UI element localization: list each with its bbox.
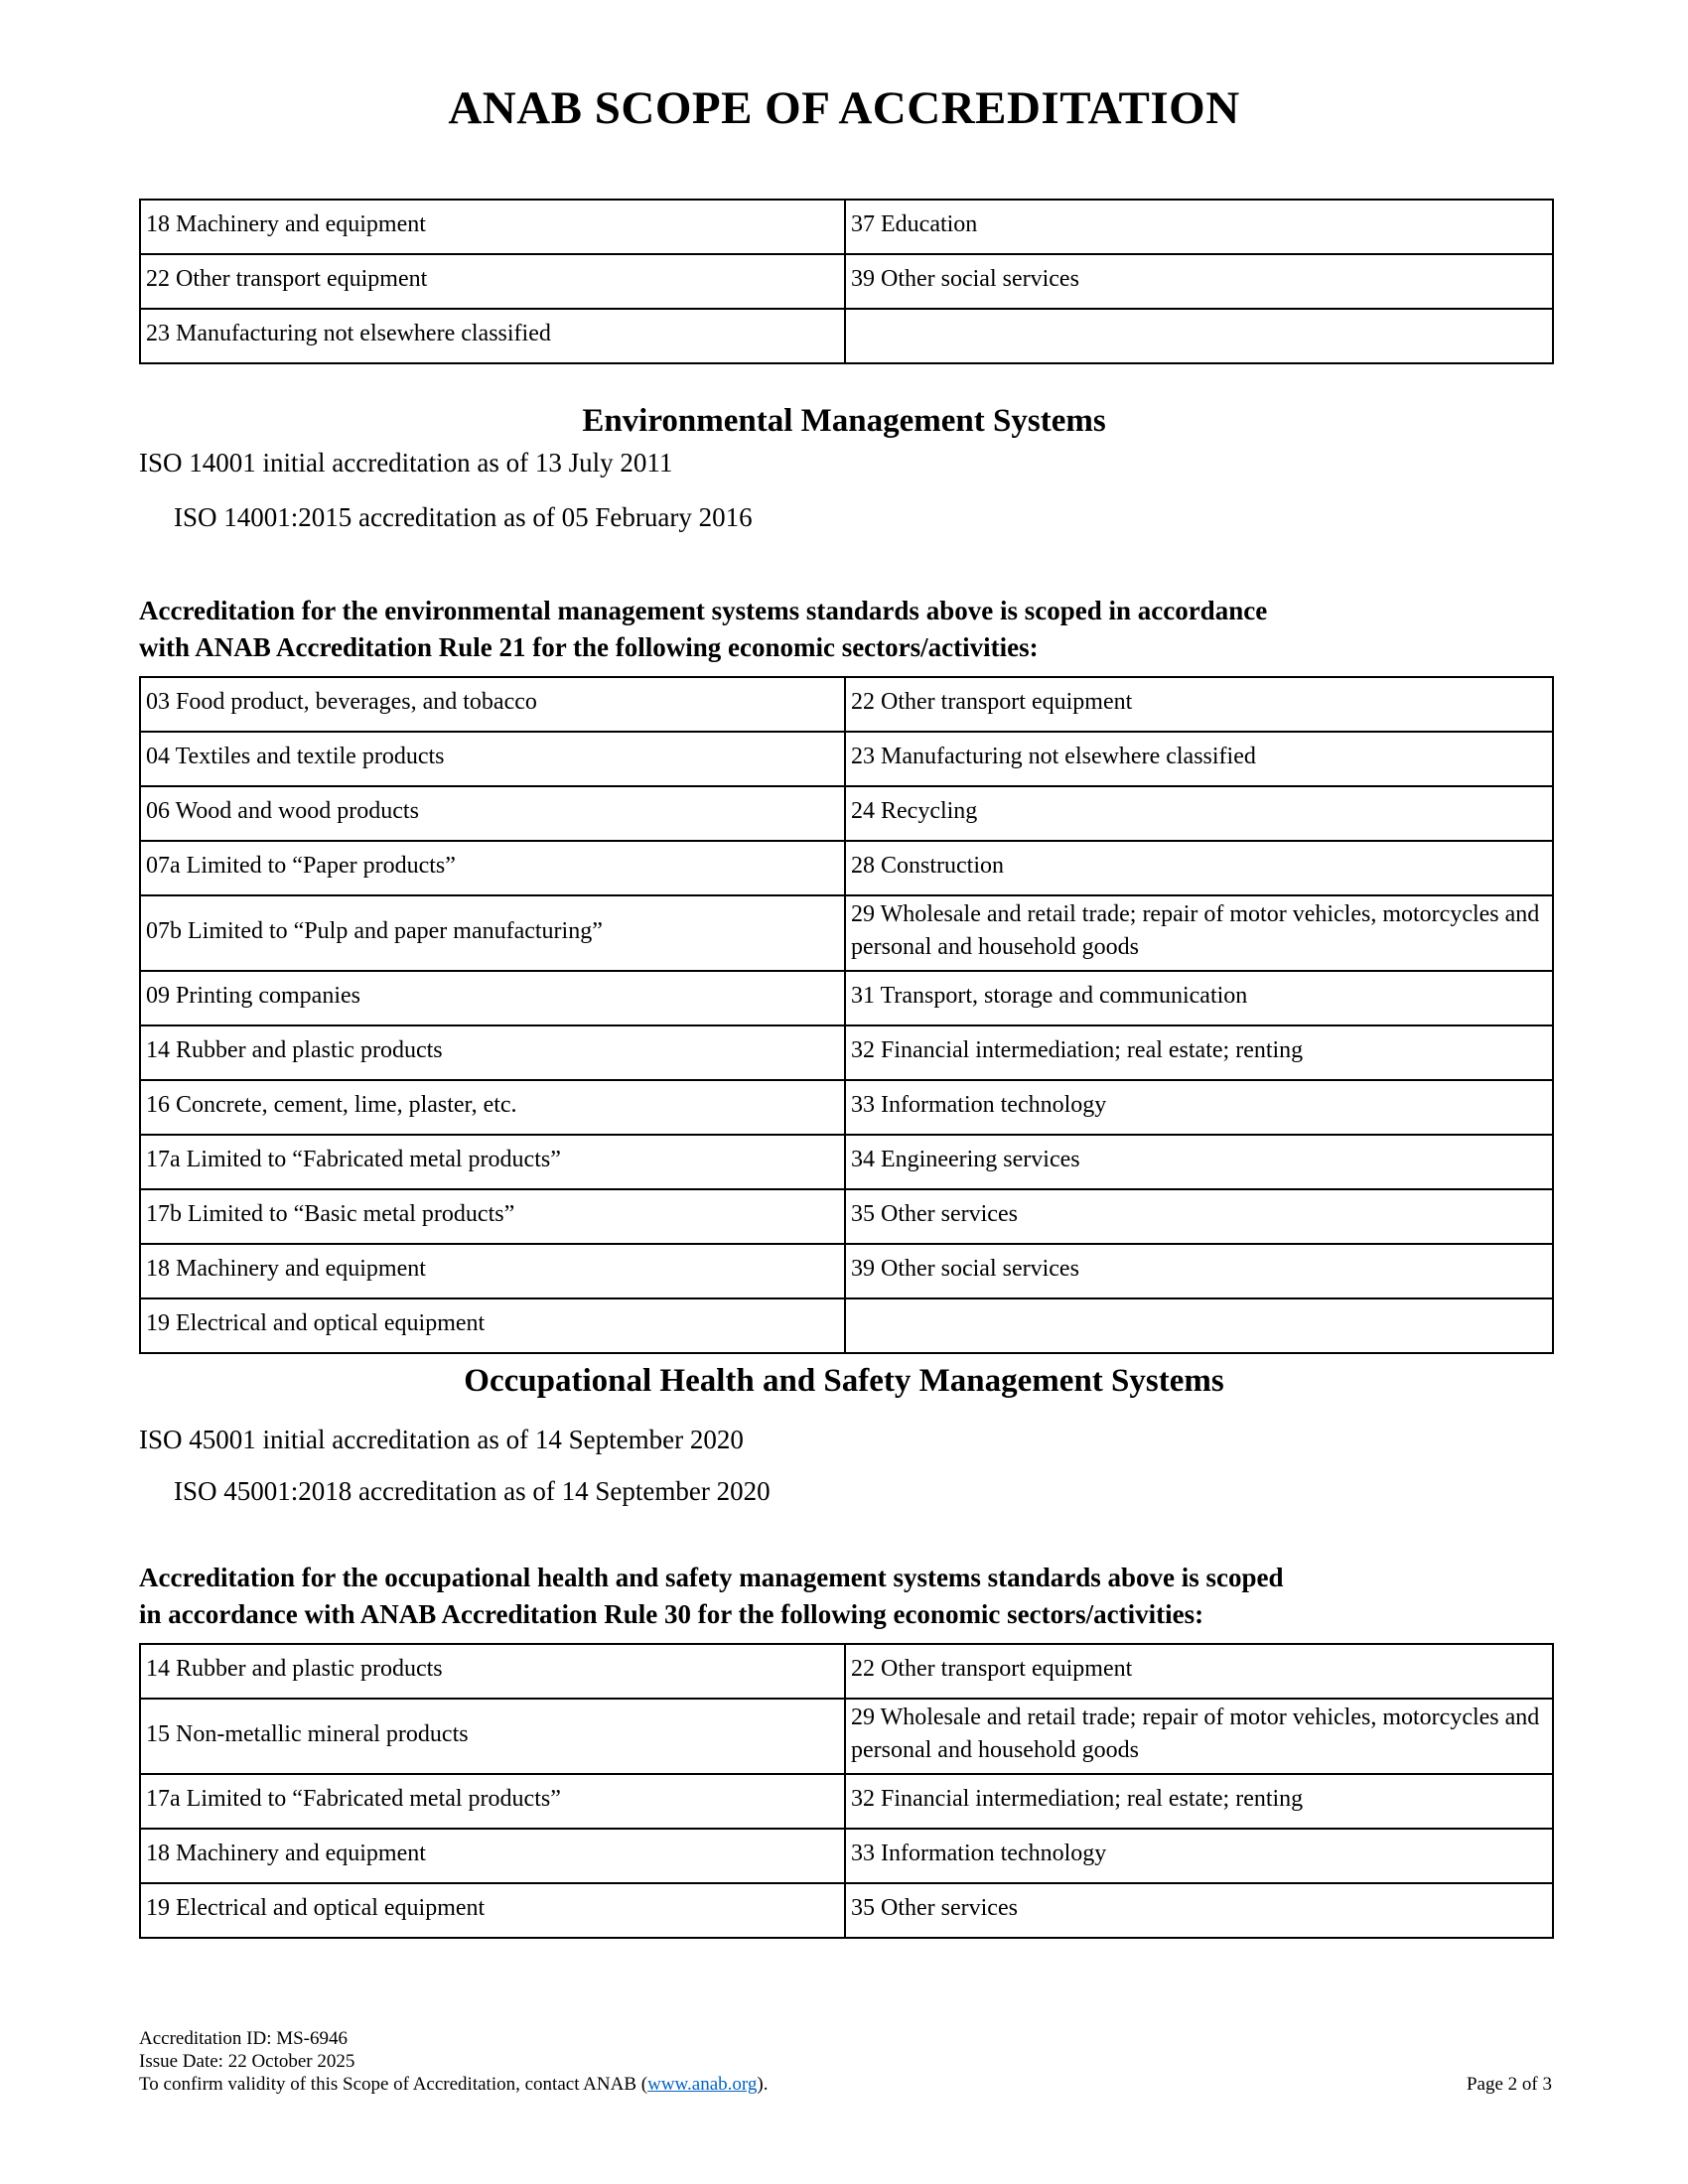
sector-cell: 14 Rubber and plastic products [140,1025,845,1080]
table-row [140,1025,1553,1080]
table-row [140,1189,1553,1244]
sector-cell: 24 Recycling [845,786,1553,841]
sector-cell: 15 Non-metallic mineral products [140,1699,845,1774]
ems-sectors-table [139,676,1554,1354]
sector-cell: 37 Education [845,200,1553,254]
sector-cell: 19 Electrical and optical equipment [140,1883,845,1938]
sector-cell: 07b Limited to “Pulp and paper manufacturing” [140,895,845,971]
sector-cell: 07a Limited to “Paper products” [140,841,845,895]
footer-accreditation-id: Accreditation ID: MS-6946 [139,2028,349,2049]
sector-cell: 09 Printing companies [140,971,845,1025]
ems-iso-2015-line: ISO 14001:2015 accreditation as of 05 February 2016 [174,502,753,532]
table-row [140,1883,1553,1938]
sector-cell: 17a Limited to “Fabricated metal products” [140,1135,845,1189]
ohs-sectors-table [139,1643,1554,1939]
table-row [140,786,1553,841]
sector-cell: 06 Wood and wood products [140,786,845,841]
table-row [140,1829,1553,1883]
sector-cell: 04 Textiles and textile products [140,732,845,786]
continuation-sectors-table [139,199,1554,364]
table-row [140,732,1553,786]
table-row [140,1699,1553,1774]
table-row [140,841,1553,895]
ems-iso-initial-line: ISO 14001 initial accreditation as of 13 July 2011 [139,448,673,478]
table-row [140,1298,1553,1353]
page-footer [139,2027,1552,2096]
sector-cell: 03 Food product, beverages, and tobacco [140,677,845,732]
sector-cell: 33 Information technology [845,1829,1553,1883]
sector-cell: 18 Machinery and equipment [140,1244,845,1298]
footer-confirm-prefix: To confirm validity of this Scope of Accreditation, contact ANAB ( [139,2074,648,2095]
sector-cell: 31 Transport, storage and communication [845,971,1553,1025]
table-row [140,677,1553,732]
ohs-iso-initial-line: ISO 45001 initial accreditation as of 14 September 2020 [139,1425,744,1454]
sector-cell: 14 Rubber and plastic products [140,1644,845,1699]
sector-cell: 22 Other transport equipment [140,254,845,309]
footer-confirm-suffix: ). [757,2074,769,2095]
table-row [140,309,1553,363]
sector-cell [845,309,1553,363]
ems-heading: Environmental Management Systems [582,403,1106,439]
sector-cell: 19 Electrical and optical equipment [140,1298,845,1353]
ohs-scope-note-line1: Accreditation for the occupational health and safety management systems standards above is scoped [139,1563,1284,1592]
table-row [140,254,1553,309]
table-row [140,1774,1553,1829]
sector-cell: 32 Financial intermediation; real estate; renting [845,1025,1553,1080]
sector-cell: 29 Wholesale and retail trade; repair of motor vehicles, motorcycles and personal and household goods [845,895,1553,971]
ohs-iso-2018-line: ISO 45001:2018 accreditation as of 14 September 2020 [174,1476,771,1506]
table-row [140,895,1553,971]
sector-cell: 39 Other social services [845,254,1553,309]
footer-confirm-line [139,2073,1552,2096]
sector-cell: 22 Other transport equipment [845,1644,1553,1699]
table-row [140,1644,1553,1699]
sector-cell: 18 Machinery and equipment [140,1829,845,1883]
ohs-scope-note-line2: in accordance with ANAB Accreditation Rule 30 for the following economic sectors/activities: [139,1599,1204,1629]
ohs-scope-note [139,1560,1559,1633]
sector-cell: 33 Information technology [845,1080,1553,1135]
sector-cell: 17b Limited to “Basic metal products” [140,1189,845,1244]
sector-cell: 17a Limited to “Fabricated metal products” [140,1774,845,1829]
page-title: ANAB SCOPE OF ACCREDITATION [448,82,1240,134]
sector-cell: 28 Construction [845,841,1553,895]
sector-cell: 34 Engineering services [845,1135,1553,1189]
sector-cell: 23 Manufacturing not elsewhere classified [845,732,1553,786]
footer-issue-date: Issue Date: 22 October 2025 [139,2051,355,2072]
sector-cell: 18 Machinery and equipment [140,200,845,254]
table-row [140,1244,1553,1298]
table-row [140,1080,1553,1135]
table-row [140,1135,1553,1189]
page-number: Page 2 of 3 [1466,2074,1552,2095]
sector-cell: 29 Wholesale and retail trade; repair of motor vehicles, motorcycles and personal and household goods [845,1699,1553,1774]
sector-cell [845,1298,1553,1353]
sector-cell: 35 Other services [845,1883,1553,1938]
anab-website-link[interactable]: www.anab.org [647,2074,758,2095]
table-row [140,200,1553,254]
ems-scope-note-line2: with ANAB Accreditation Rule 21 for the following economic sectors/activities: [139,632,1039,662]
ems-scope-note [139,593,1559,666]
ems-scope-note-line1: Accreditation for the environmental management systems standards above is scoped in accordance [139,596,1268,625]
ohs-heading: Occupational Health and Safety Management Systems [464,1363,1224,1399]
sector-cell: 22 Other transport equipment [845,677,1553,732]
sector-cell: 39 Other social services [845,1244,1553,1298]
sector-cell: 16 Concrete, cement, lime, plaster, etc. [140,1080,845,1135]
table-row [140,971,1553,1025]
sector-cell: 23 Manufacturing not elsewhere classified [140,309,845,363]
sector-cell: 35 Other services [845,1189,1553,1244]
sector-cell: 32 Financial intermediation; real estate; renting [845,1774,1553,1829]
